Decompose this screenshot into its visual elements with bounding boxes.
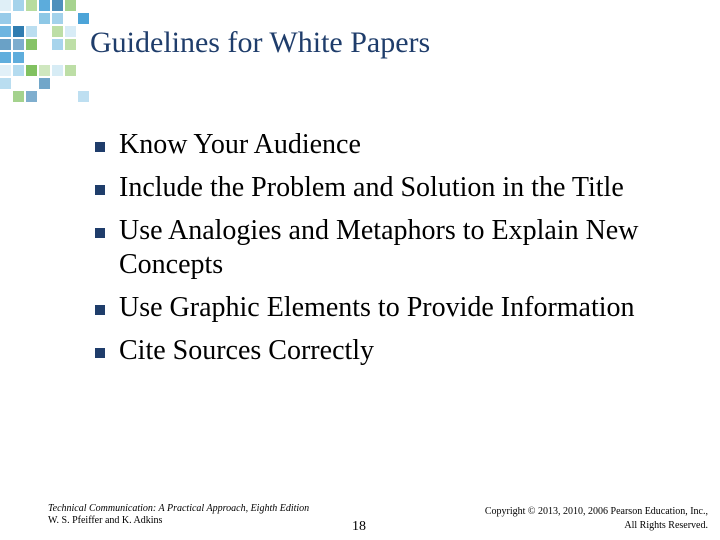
mosaic-tile <box>52 0 63 11</box>
mosaic-tile <box>0 26 11 37</box>
bullet-item <box>88 171 708 205</box>
mosaic-tile <box>78 13 89 24</box>
mosaic-tile <box>26 65 37 76</box>
mosaic-tile <box>0 78 11 89</box>
mosaic-tile <box>78 91 89 102</box>
mosaic-tile <box>13 39 24 50</box>
square-bullet-icon <box>95 228 105 238</box>
mosaic-tile <box>65 26 76 37</box>
copyright-line-2: All Rights Reserved. <box>624 520 708 531</box>
bullet-item <box>88 291 708 325</box>
bullet-item <box>88 334 708 368</box>
square-bullet-icon <box>95 185 105 195</box>
mosaic-tile <box>65 65 76 76</box>
mosaic-tile <box>13 0 24 11</box>
mosaic-tile <box>39 13 50 24</box>
mosaic-tile <box>52 39 63 50</box>
bullet-text: Cite Sources Correctly <box>119 335 375 366</box>
bullet-text: Know Your Audience <box>119 129 361 160</box>
mosaic-tile <box>52 13 63 24</box>
mosaic-tile <box>39 78 50 89</box>
mosaic-tile <box>39 65 50 76</box>
mosaic-tile <box>13 65 24 76</box>
decorative-mosaic-logo <box>0 0 90 110</box>
square-bullet-icon <box>95 305 105 315</box>
mosaic-tile <box>26 26 37 37</box>
mosaic-tile <box>26 0 37 11</box>
mosaic-tile <box>0 52 11 63</box>
copyright-line-1: Copyright © 2013, 2010, 2006 Pearson Education, Inc., <box>484 506 708 517</box>
mosaic-tile <box>65 0 76 11</box>
square-bullet-icon <box>95 142 105 152</box>
mosaic-tile <box>52 26 63 37</box>
mosaic-tile <box>39 0 50 11</box>
mosaic-tile <box>13 26 24 37</box>
slide-title: Guidelines for White Papers <box>90 26 431 59</box>
footer-book-title: Technical Communication: A Practical Approach, Eighth Edition <box>48 503 310 514</box>
footer-copyright <box>485 505 708 533</box>
bullet-list <box>88 128 708 377</box>
mosaic-tile <box>0 65 11 76</box>
mosaic-tile <box>26 39 37 50</box>
mosaic-tile <box>13 52 24 63</box>
mosaic-tile <box>0 0 11 11</box>
page-number: 18 <box>352 519 366 534</box>
mosaic-tile <box>0 13 11 24</box>
footer-authors: W. S. Pfeiffer and K. Adkins <box>48 515 163 526</box>
bullet-text: Use Graphic Elements to Provide Information <box>119 292 635 323</box>
bullet-item <box>88 214 708 282</box>
mosaic-tile <box>65 39 76 50</box>
footer-citation <box>48 503 309 527</box>
mosaic-tile <box>52 65 63 76</box>
mosaic-tile <box>13 91 24 102</box>
bullet-text: Include the Problem and Solution in the Title <box>119 172 624 203</box>
mosaic-tile <box>0 39 11 50</box>
bullet-item <box>88 128 708 162</box>
square-bullet-icon <box>95 348 105 358</box>
mosaic-tile <box>26 91 37 102</box>
bullet-text: Use Analogies and Metaphors to Explain New Concepts <box>119 215 639 280</box>
